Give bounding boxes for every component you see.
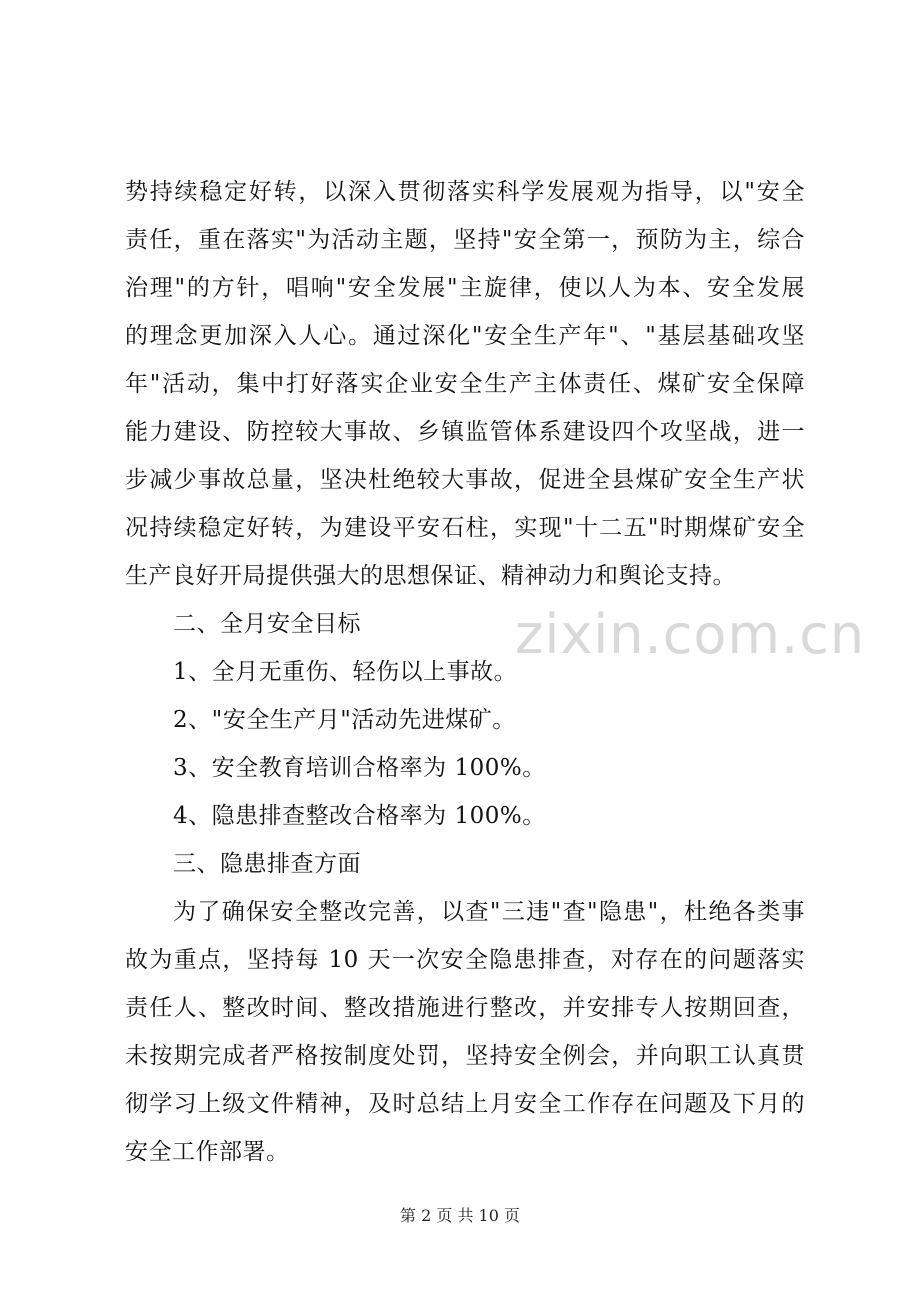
text-line: 为了确保安全整改完善，以查"三违"查"隐患"，杜绝各类事 bbox=[173, 899, 805, 925]
text-line: 步减少事故总量，坚决杜绝较大事故，促进全县煤矿安全生产状 bbox=[125, 467, 805, 493]
text-line: 能力建设、防控较大事故、乡镇监管体系建设四个攻坚战，进一 bbox=[125, 419, 805, 445]
text-line: 生产良好开局提供强大的思想保证、精神动力和舆论支持。 bbox=[125, 563, 736, 589]
text-line: 故为重点，坚持每 10 天一次安全隐患排查，对存在的问题落实 bbox=[125, 947, 805, 973]
text-line: 彻学习上级文件精神，及时总结上月安全工作存在问题及下月的 bbox=[125, 1091, 805, 1117]
watermark: zixin.com.cn bbox=[515, 603, 866, 666]
section-heading: 二、全月安全目标 bbox=[173, 611, 361, 637]
list-item: 4、隐患排查整改合格率为 100%。 bbox=[173, 803, 546, 829]
list-item: 1、全月无重伤、轻伤以上事故。 bbox=[173, 659, 518, 685]
text-line: 责任人、整改时间、整改措施进行整改，并安排专人按期回查， bbox=[125, 995, 805, 1021]
text-line: 责任，重在落实"为活动主题，坚持"安全第一，预防为主，综合 bbox=[125, 227, 805, 253]
list-item: 2、"安全生产月"活动先进煤矿。 bbox=[173, 707, 516, 733]
document-body bbox=[125, 168, 805, 1176]
section-heading: 三、隐患排查方面 bbox=[173, 851, 361, 877]
text-line: 安全工作部署。 bbox=[125, 1139, 290, 1165]
text-line: 年"活动，集中打好落实企业安全生产主体责任、煤矿安全保障 bbox=[125, 371, 805, 397]
text-line: 势持续稳定好转，以深入贯彻落实科学发展观为指导，以"安全 bbox=[125, 179, 805, 205]
page-footer: 第 2 页 共 10 页 bbox=[400, 1206, 520, 1225]
text-line: 治理"的方针，唱响"安全发展"主旋律，使以人为本、安全发展 bbox=[125, 275, 805, 301]
text-line: 的理念更加深入人心。通过深化"安全生产年"、"基层基础攻坚 bbox=[125, 323, 805, 349]
text-line: 未按期完成者严格按制度处罚，坚持安全例会，并向职工认真贯 bbox=[125, 1043, 805, 1069]
text-line: 况持续稳定好转，为建设平安石柱，实现"十二五"时期煤矿安全 bbox=[125, 515, 805, 541]
list-item: 3、安全教育培训合格率为 100%。 bbox=[173, 755, 546, 781]
